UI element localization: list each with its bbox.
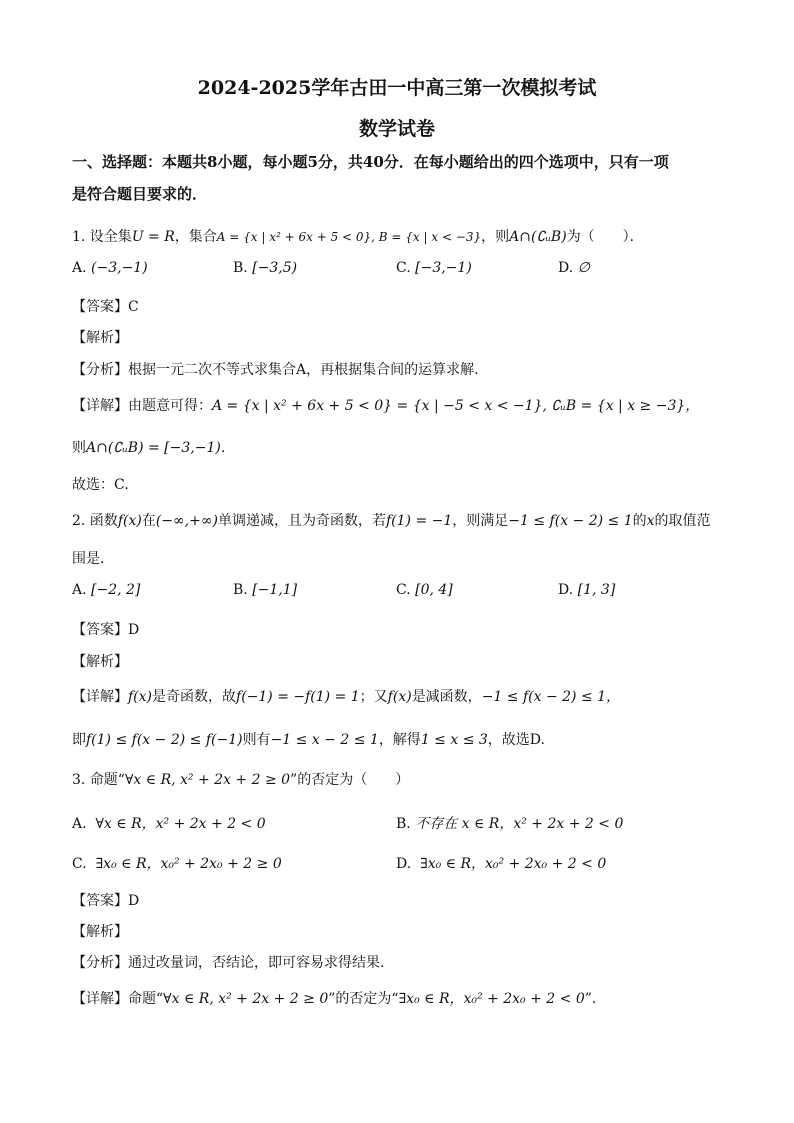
q2-answer-value: D (128, 622, 140, 638)
q1-mid: ，集合 (174, 229, 217, 245)
q3-prop: ∀x ∈ R, x² + 2x + 2 ≥ 0 (124, 772, 291, 788)
exam-subtitle: 数学试卷 (358, 118, 435, 140)
q1-detail-tag: 【详解】 (72, 398, 128, 414)
q2-d2-end: ，故选D. (487, 732, 545, 748)
q1-pre: 1. 设全集 (72, 229, 132, 245)
q2-ineq: −1 ≤ f(x − 2) ≤ 1 (508, 513, 633, 529)
q1-stem (72, 226, 644, 246)
q3-option-b (396, 813, 623, 833)
q3-post: ”的否定为（ ） (290, 772, 410, 788)
q1-sets: A = {x | x² + 6x + 5 < 0}, B = {x | x < −3} (216, 230, 482, 244)
section-header-line1: 一、选择题：本题共8小题，每小题5分，共40分．在每小题给出的四个选项中，只有一项 (72, 153, 669, 171)
q2-answer-tag: 【答案】 (72, 622, 128, 638)
q1-option-a-label: A. (72, 260, 87, 276)
q2-detail1 (72, 686, 620, 706)
q3-detail-b: ”的否定为“ (328, 991, 399, 1007)
q1-option-c (396, 260, 472, 276)
q1-option-b-value: [−3,5) (252, 260, 298, 276)
section-header-line2: 是符合题目要求的． (72, 185, 208, 203)
q2-option-b-value: [−1,1] (252, 582, 298, 598)
q1-detail (72, 395, 699, 415)
q2-d2-math: f(1) ≤ f(x − 2) ≤ f(−1) (86, 732, 243, 748)
q2-stem-line1 (72, 510, 711, 530)
q2-d1-a: 是奇函数，故 (152, 689, 237, 705)
q3-option-a-value: ∀x ∈ R，x² + 2x + 2 < 0 (95, 816, 266, 832)
q1-detail2-pre: 则 (72, 440, 86, 456)
q1-answer (72, 296, 139, 316)
q3-detail-a: 命题“ (128, 991, 164, 1007)
q3-fenxi-text: 通过改量词，否结论，即可容易求得结果. (128, 955, 385, 971)
q2-answer (72, 619, 139, 639)
q2-option-c (396, 582, 453, 598)
q2-x: x (646, 513, 655, 529)
q2-mid4: 的 (632, 513, 647, 529)
q3-pre: 3. 命题“ (72, 772, 125, 788)
q2-option-b (233, 582, 297, 598)
q2-d1-fx: f(x) (128, 689, 153, 705)
q2-option-c-label: C. (396, 582, 411, 598)
q3-fenxi-tag: 【分析】 (72, 955, 128, 971)
q2-d1-math: f(−1) = −f(1) = 1 (236, 689, 360, 705)
q2-mid: 在 (141, 513, 156, 529)
q2-option-a (72, 582, 140, 598)
q2-d2-mid2: ，解得 (378, 732, 421, 748)
q2-analysis-tag: 【解析】 (72, 654, 128, 670)
q2-d2-pre: 即 (72, 732, 86, 748)
q1-fenxi-tag: 【分析】 (72, 362, 128, 378)
q3-answer-tag: 【答案】 (72, 893, 128, 909)
q1-detail2-math: A∩(∁ᵤB) = [−3,−1). (86, 440, 226, 456)
q2-domain: (−∞,+∞) (155, 513, 218, 529)
q2-option-b-label: B. (233, 582, 248, 598)
q1-post: ，则 (481, 229, 510, 245)
q2-cond: f(1) = −1 (386, 513, 453, 529)
q1-option-a (72, 260, 148, 276)
q1-option-b (233, 260, 297, 276)
q3-option-d (396, 853, 606, 873)
q3-detail-tag: 【详解】 (72, 991, 128, 1007)
q2-d2-math2: −1 ≤ x − 2 ≤ 1 (270, 732, 379, 748)
exam-title: 2024-2025学年古田一中高三第一次模拟考试 (197, 77, 597, 99)
q1-detail-math: A = {x | x² + 6x + 5 < 0} = {x | −5 < x < −1}, ∁ᵤB = {x | x ≥ −3}， (212, 398, 700, 414)
q3-option-d-label: D. (396, 856, 412, 872)
q3-analysis-tag: 【解析】 (72, 924, 128, 940)
q1-end: 为（ ）． (566, 229, 644, 245)
q1-option-d-value: ∅ (577, 260, 590, 276)
q2-detail-tag: 【详解】 (72, 689, 128, 705)
q2-end: 的取值范 (654, 513, 711, 529)
q1-expr: A∩(∁ᵤB) (509, 229, 567, 245)
q3-option-c-value: ∃x₀ ∈ R，x₀² + 2x₀ + 2 ≥ 0 (95, 856, 282, 872)
q1-detail2 (72, 437, 225, 457)
q1-option-d (558, 260, 590, 276)
q3-detail-prop: ∀x ∈ R, x² + 2x + 2 ≥ 0 (163, 991, 329, 1007)
q1-fenxi (72, 359, 479, 379)
q1-universal-set: U = R (131, 229, 175, 245)
q3-option-a (72, 813, 266, 833)
q3-detail-neg: ∃x₀ ∈ R，x₀² + 2x₀ + 2 < 0 (398, 991, 585, 1007)
q2-option-d (558, 582, 615, 598)
q2-stem-line2: 围是． (72, 551, 114, 567)
q1-answer-value: C (128, 299, 139, 315)
q2-detail2 (72, 729, 545, 749)
q1-detail-pre: 由题意可得： (128, 398, 212, 414)
q3-option-a-label: A. (72, 816, 87, 832)
q2-mid3: ，则满足 (452, 513, 509, 529)
q2-d1-ineq: −1 ≤ f(x − 2) ≤ 1， (481, 689, 621, 705)
q2-option-a-label: A. (72, 582, 87, 598)
q3-detail (72, 988, 606, 1008)
q2-option-a-value: [−2, 2] (91, 582, 141, 598)
q1-option-c-value: [−3,−1) (415, 260, 472, 276)
q3-option-b-label: B. (396, 816, 411, 832)
q2-mid2: 单调递减，且为奇函数，若 (218, 513, 386, 529)
q1-option-b-label: B. (233, 260, 248, 276)
q2-d1-b: ；又 (359, 689, 388, 705)
q3-option-c-label: C. (72, 856, 87, 872)
q1-option-d-label: D. (558, 260, 574, 276)
q3-stem (72, 769, 409, 789)
q1-answer-tag: 【答案】 (72, 299, 128, 315)
q3-answer (72, 890, 139, 910)
q1-choose: 故选：C. (72, 477, 129, 493)
q2-option-d-label: D. (558, 582, 574, 598)
q2-d1-fx2: f(x) (387, 689, 412, 705)
q3-option-b-value: 不存在 x ∈ R，x² + 2x + 2 < 0 (415, 816, 624, 832)
q2-option-c-value: [0, 4] (415, 582, 453, 598)
q3-detail-c: ”． (584, 991, 606, 1007)
q2-pre: 2. 函数 (72, 513, 118, 529)
q2-d2-mid: 则有 (242, 732, 271, 748)
q2-d1-c: 是减函数， (411, 689, 482, 705)
q3-fenxi (72, 952, 384, 972)
q1-option-a-value: (−3,−1) (91, 260, 148, 276)
q2-fx: f(x) (117, 513, 142, 529)
q1-analysis-tag: 【解析】 (72, 330, 128, 346)
q1-fenxi-text: 根据一元二次不等式求集合A，再根据集合间的运算求解. (128, 362, 479, 378)
q3-option-c (72, 853, 282, 873)
q3-answer-value: D (128, 893, 140, 909)
q1-option-c-label: C. (396, 260, 411, 276)
q2-d2-math3: 1 ≤ x ≤ 3 (420, 732, 488, 748)
q2-option-d-value: [1, 3] (577, 582, 616, 598)
q3-option-d-value: ∃x₀ ∈ R，x₀² + 2x₀ + 2 < 0 (420, 856, 607, 872)
